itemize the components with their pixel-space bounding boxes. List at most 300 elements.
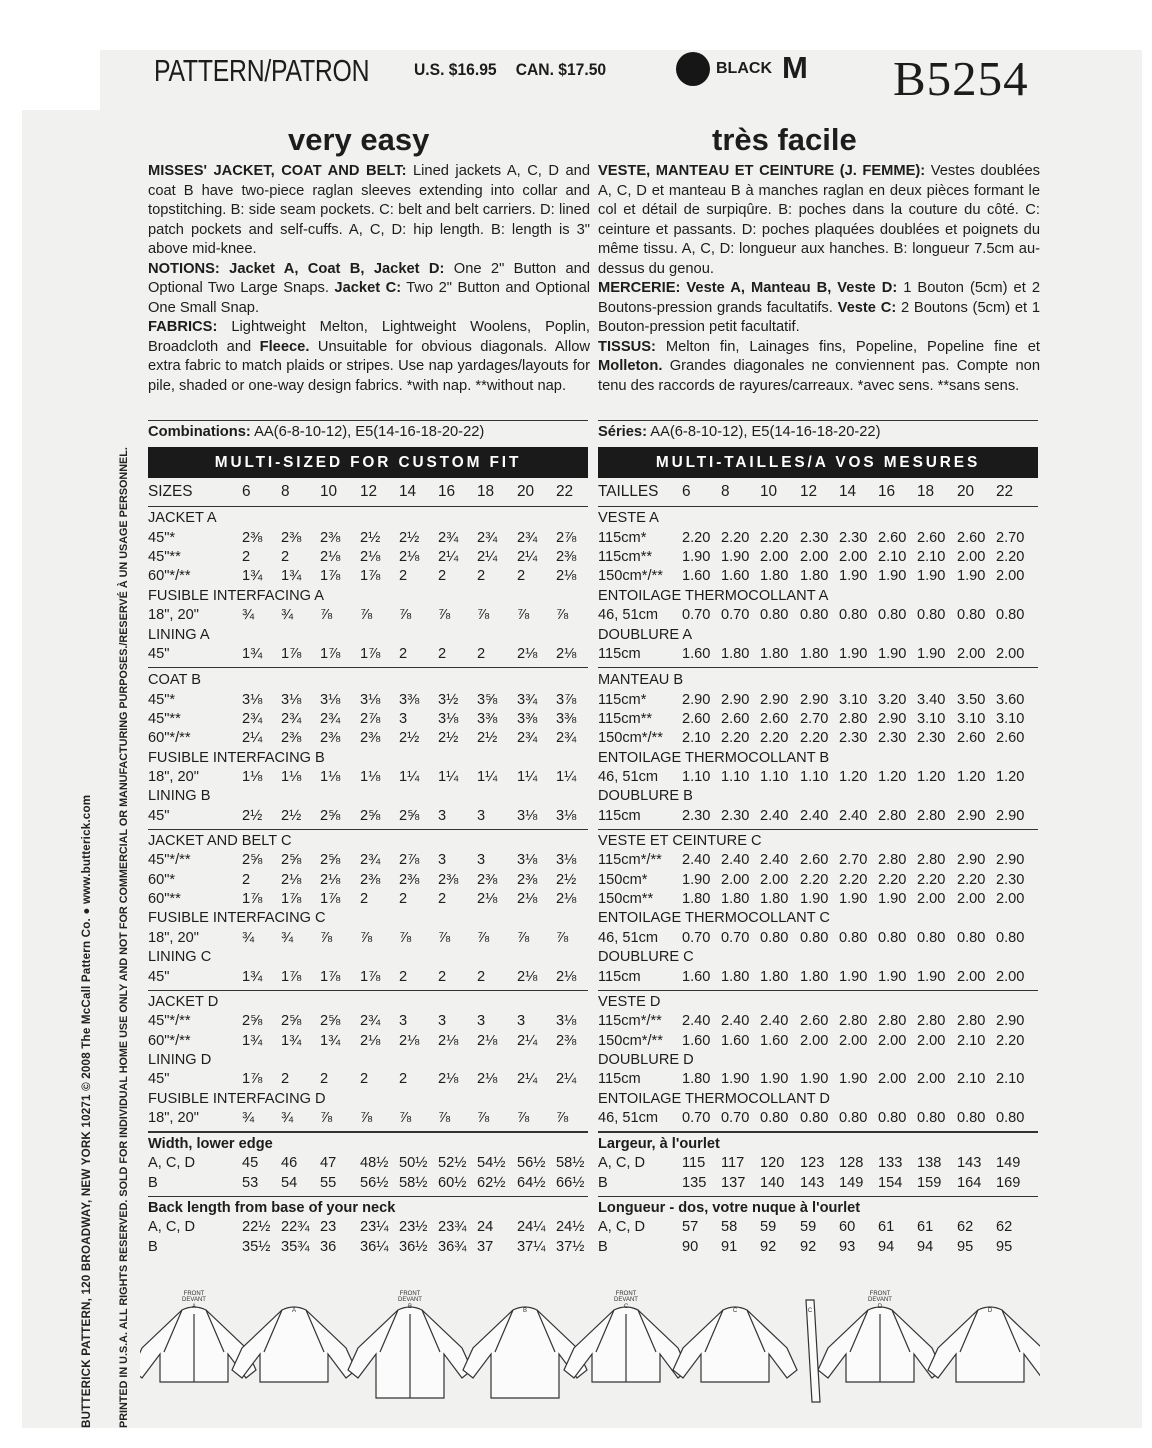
table-cell: 22½ xyxy=(242,1219,271,1235)
table-cell: 2.10 xyxy=(878,549,907,565)
table-cell: 1.90 xyxy=(957,568,986,584)
table-cell: 2⅛ xyxy=(517,969,538,985)
table-cell: 2.00 xyxy=(957,891,986,907)
table-cell: 3⅜ xyxy=(477,711,498,727)
table-cell: 56½ xyxy=(517,1155,546,1171)
table-cell: 2.00 xyxy=(996,891,1025,907)
view-label: B xyxy=(522,1308,528,1314)
table-section: FUSIBLE INTERFACING C xyxy=(148,910,326,926)
table-cell: 1.80 xyxy=(800,646,829,662)
table-cell: 3.50 xyxy=(957,692,986,708)
table-cell: 1.90 xyxy=(839,646,868,662)
series-value: AA(6-8-10-12), E5(14-16-18-20-22) xyxy=(647,424,881,440)
view-label: DEVANT xyxy=(182,1297,206,1303)
table-cell: 2 xyxy=(399,646,408,662)
table-cell: 0.70 xyxy=(721,607,750,623)
table-cell: 2.70 xyxy=(839,852,868,868)
table-cell: 1⅞ xyxy=(320,646,341,662)
table-section: COAT B xyxy=(148,672,201,688)
table-cell: 2.30 xyxy=(800,530,829,546)
table-cell: 46 xyxy=(281,1155,298,1171)
table-cell: 2.60 xyxy=(800,852,829,868)
price-can-label: CAN. xyxy=(515,60,554,79)
size-header: 10 xyxy=(760,483,778,500)
combinations-label: Combinations: xyxy=(148,424,251,440)
table-cell: 2.00 xyxy=(957,549,986,565)
table-cell: 1.90 xyxy=(760,1071,789,1087)
view-label: DEVANT xyxy=(868,1297,892,1303)
table-cell: 1.10 xyxy=(682,769,711,785)
table-cell: 2 xyxy=(438,891,447,907)
table-cell: 2 xyxy=(360,1071,369,1087)
table-cell: 2.30 xyxy=(839,530,868,546)
table-row-label: 45" xyxy=(148,1071,170,1087)
table-cell: 2.60 xyxy=(721,711,750,727)
bold-lead: VESTE, MANTEAU ET CEINTURE (J. FEMME): xyxy=(598,163,926,179)
table-cell: 2.00 xyxy=(800,549,829,565)
multi-size-band-en: MULTI-SIZED FOR CUSTOM FIT xyxy=(148,447,588,478)
table-cell: 2.40 xyxy=(839,808,868,824)
table-cell: 2¼ xyxy=(477,549,498,565)
table-cell: 2⅞ xyxy=(399,852,420,868)
table-cell: 2 xyxy=(477,568,486,584)
table-row-label: 115cm xyxy=(598,1071,641,1087)
table-cell: 137 xyxy=(721,1175,746,1191)
table-cell: 2.80 xyxy=(878,808,907,824)
table-section: DOUBLURE B xyxy=(598,788,693,804)
table-cell: 22¾ xyxy=(281,1219,310,1235)
table-cell: 58½ xyxy=(399,1175,428,1191)
garment-outline xyxy=(673,1307,797,1382)
table-row-label: 45"* xyxy=(148,692,176,708)
table-cell: 94 xyxy=(917,1239,934,1255)
divider xyxy=(148,420,588,421)
table-cell: 92 xyxy=(800,1239,817,1255)
table-row-label: B xyxy=(148,1175,158,1191)
table-cell: 61 xyxy=(917,1219,934,1235)
table-cell: 1.80 xyxy=(721,646,750,662)
table-cell: 24¼ xyxy=(517,1219,546,1235)
table-cell: 2.30 xyxy=(996,872,1025,888)
table-cell: 2⅛ xyxy=(438,1033,459,1049)
table-section: JACKET AND BELT C xyxy=(148,833,292,849)
table-cell: 2.80 xyxy=(878,852,907,868)
table-cell: 1¼ xyxy=(399,769,420,785)
table-cell: 3.10 xyxy=(957,711,986,727)
table-cell: 2¼ xyxy=(517,549,538,565)
table-cell: 2⅛ xyxy=(556,969,577,985)
table-cell: 58½ xyxy=(556,1155,585,1171)
bold-lead: Molleton. xyxy=(598,358,663,374)
table-cell: 2.10 xyxy=(957,1033,986,1049)
table-row-label: A, C, D xyxy=(598,1219,646,1235)
table-cell: 1¾ xyxy=(281,1033,302,1049)
size-header: 10 xyxy=(320,483,338,500)
view-label: A xyxy=(291,1308,297,1314)
table-cell: 1.20 xyxy=(839,769,868,785)
table-cell: 2⅜ xyxy=(556,549,577,565)
table-cell: 120 xyxy=(760,1155,785,1171)
table-cell: 3⅛ xyxy=(517,808,538,824)
table-cell: 1.90 xyxy=(800,891,829,907)
table-cell: ¾ xyxy=(281,930,294,946)
bold-lead: FABRICS: xyxy=(148,319,218,335)
table-cell: 2.80 xyxy=(878,1013,907,1029)
table-row-label: A, C, D xyxy=(148,1219,196,1235)
table-cell: 2⅛ xyxy=(556,891,577,907)
table-cell: 2¾ xyxy=(360,852,381,868)
garment-outline xyxy=(928,1307,1040,1382)
table-cell: 1.60 xyxy=(682,969,711,985)
price-can: $17.50 xyxy=(558,60,607,79)
table-cell: 2 xyxy=(438,646,447,662)
table-cell: 2.00 xyxy=(760,549,789,565)
table-cell: 117 xyxy=(721,1155,745,1171)
table-row-label: 45"*/** xyxy=(148,852,191,868)
table-cell: 36¾ xyxy=(438,1239,467,1255)
table-cell: 0.80 xyxy=(957,1110,986,1126)
table-section: LINING B xyxy=(148,788,211,804)
table-cell: 3.40 xyxy=(917,692,946,708)
combinations-value: AA(6-8-10-12), E5(14-16-18-20-22) xyxy=(250,424,485,440)
combinations-en xyxy=(148,424,484,440)
table-cell: 123 xyxy=(800,1155,825,1171)
table-cell: 3 xyxy=(477,1013,486,1029)
table-cell: 1¾ xyxy=(281,568,302,584)
table-cell: 1⅞ xyxy=(242,891,263,907)
table-cell: 1⅞ xyxy=(360,568,381,584)
table-cell: 1.20 xyxy=(957,769,986,785)
table-row-label: 45" xyxy=(148,969,170,985)
table-cell: 2⅜ xyxy=(556,1033,577,1049)
table-cell: 2.60 xyxy=(682,711,711,727)
table-cell: 0.70 xyxy=(682,930,711,946)
table-cell: 2.00 xyxy=(957,646,986,662)
table-cell: ¾ xyxy=(281,607,294,623)
table-cell: 2.80 xyxy=(957,1013,986,1029)
table-cell: 2.60 xyxy=(957,530,986,546)
table-cell: 2 xyxy=(399,1071,408,1087)
table-cell: 2.20 xyxy=(996,1033,1025,1049)
table-cell: 58 xyxy=(721,1219,738,1235)
size-header: 16 xyxy=(438,483,456,500)
jacket-d-front-icon xyxy=(818,1307,942,1382)
table-cell: 2.60 xyxy=(996,730,1025,746)
table-cell: 2.20 xyxy=(800,872,829,888)
table-cell: 1¼ xyxy=(477,769,498,785)
table-cell: 2.10 xyxy=(957,1071,986,1087)
table-cell: 2½ xyxy=(477,730,498,746)
table-cell: 2¾ xyxy=(556,730,577,746)
table-cell: 1⅞ xyxy=(360,969,381,985)
table-cell: 2.90 xyxy=(996,852,1025,868)
table-cell: 1.60 xyxy=(682,1033,711,1049)
table-subhead: Back length from base of your neck xyxy=(148,1200,396,1216)
table-cell: 1⅞ xyxy=(281,969,302,985)
belt-shape xyxy=(806,1300,820,1402)
table-cell: ⅞ xyxy=(438,930,451,946)
table-cell: 2⅛ xyxy=(320,549,341,565)
table-cell: 2 xyxy=(477,646,486,662)
table-cell: 35½ xyxy=(242,1239,271,1255)
table-cell: 1⅞ xyxy=(281,891,302,907)
size-letter: M xyxy=(782,50,808,85)
size-header: 8 xyxy=(721,483,730,500)
table-cell: 1⅞ xyxy=(320,568,341,584)
table-cell: 3⅜ xyxy=(517,711,538,727)
table-cell: 2.00 xyxy=(839,1033,868,1049)
view-label: DEVANT xyxy=(398,1297,422,1303)
table-row-label: 45" xyxy=(148,646,170,662)
table-cell: 128 xyxy=(839,1155,864,1171)
color-label: BLACK xyxy=(716,60,772,77)
table-cell: 1.10 xyxy=(800,769,829,785)
table-cell: 2 xyxy=(399,969,408,985)
table-cell: 2.60 xyxy=(878,530,907,546)
table-cell: ⅞ xyxy=(360,930,373,946)
table-cell: 2.60 xyxy=(800,1013,829,1029)
table-cell: 3⅛ xyxy=(517,852,538,868)
table-section: VESTE D xyxy=(598,994,661,1010)
table-cell: 3⅛ xyxy=(320,692,341,708)
table-cell: 0.80 xyxy=(800,930,829,946)
table-cell: 2⅛ xyxy=(477,1071,498,1087)
table-cell: 2¾ xyxy=(281,711,302,727)
table-cell: 115 xyxy=(682,1155,706,1171)
table-cell: 94 xyxy=(878,1239,895,1255)
table-cell: 2.90 xyxy=(957,808,986,824)
garment-illustrations xyxy=(140,1290,1040,1410)
rights-line: PRINTED IN U.S.A. ALL RIGHTS RESERVED. SOLD FOR INDIVIDUAL HOME USE ONLY AND NOT FOR COMMERCIAL OR MANUFACTURING PURPOSES./RESERVÉ À UN USAGE PERSONNEL. xyxy=(118,447,130,1428)
table-cell: 2.90 xyxy=(760,692,789,708)
table-cell: 64½ xyxy=(517,1175,546,1191)
table-cell: 50½ xyxy=(399,1155,428,1171)
table-cell: 133 xyxy=(878,1155,903,1171)
table-cell: 2¼ xyxy=(517,1033,538,1049)
description-paragraph xyxy=(148,318,590,396)
table-cell: 2⅞ xyxy=(556,530,577,546)
table-cell: ⅞ xyxy=(517,1110,530,1126)
table-cell: 159 xyxy=(917,1175,942,1191)
table-cell: 2⅜ xyxy=(320,730,341,746)
table-cell: 2⅜ xyxy=(360,872,381,888)
table-cell: 2⅛ xyxy=(399,549,420,565)
table-cell: 2⅝ xyxy=(281,852,302,868)
table-cell: 2.10 xyxy=(682,730,711,746)
table-cell: 36¼ xyxy=(360,1239,389,1255)
table-cell: 45 xyxy=(242,1155,259,1171)
jacket-c-back-icon xyxy=(673,1307,797,1382)
table-cell: 2⅛ xyxy=(438,1071,459,1087)
table-cell: 2 xyxy=(517,568,526,584)
table-cell: 2.80 xyxy=(917,808,946,824)
multi-size-band-fr: MULTI-TAILLES/A VOS MESURES xyxy=(598,447,1038,478)
table-cell: 2.40 xyxy=(682,1013,711,1029)
table-cell: 0.80 xyxy=(800,607,829,623)
table-cell: 2⅜ xyxy=(438,872,459,888)
table-cell: 2⅝ xyxy=(320,1013,341,1029)
table-cell: 2⅝ xyxy=(360,808,381,824)
table-cell: 2.00 xyxy=(996,969,1025,985)
size-header: 6 xyxy=(242,483,251,500)
size-header: 14 xyxy=(399,483,417,500)
table-cell: 2⅛ xyxy=(556,646,577,662)
size-header: 6 xyxy=(682,483,691,500)
table-cell: 2¾ xyxy=(517,530,538,546)
description-paragraph xyxy=(598,279,1040,338)
table-cell: 2⅝ xyxy=(320,852,341,868)
table-cell: 2¼ xyxy=(438,549,459,565)
table-cell: 2.60 xyxy=(957,730,986,746)
table-cell: 2¾ xyxy=(242,711,263,727)
table-cell: 2.20 xyxy=(957,872,986,888)
table-cell: 2.00 xyxy=(878,1033,907,1049)
table-row-label: B xyxy=(598,1175,608,1191)
table-cell: 52½ xyxy=(438,1155,467,1171)
table-cell: 35¾ xyxy=(281,1239,310,1255)
table-cell: 2⅛ xyxy=(477,891,498,907)
table-cell: 2⅛ xyxy=(360,1033,381,1049)
table-row-label: 46, 51cm xyxy=(598,769,659,785)
table-cell: 2 xyxy=(281,1071,290,1087)
table-row-label: 115cm* xyxy=(598,692,647,708)
table-cell: 3⅜ xyxy=(556,711,577,727)
table-cell: 1.60 xyxy=(721,568,750,584)
table-cell: ¾ xyxy=(242,930,255,946)
table-cell: 2.90 xyxy=(721,692,750,708)
price-us-label: U.S. xyxy=(414,60,445,79)
table-cell: 3.60 xyxy=(996,692,1025,708)
table-cell: ⅞ xyxy=(360,1110,373,1126)
table-cell: 2.70 xyxy=(800,711,829,727)
table-cell: 3.10 xyxy=(917,711,946,727)
table-cell: 3.20 xyxy=(878,692,907,708)
table-cell: 92 xyxy=(760,1239,777,1255)
table-cell: 2⅝ xyxy=(399,808,420,824)
table-cell: 2.40 xyxy=(800,808,829,824)
table-cell: 2 xyxy=(399,891,408,907)
table-cell: 1.90 xyxy=(839,1071,868,1087)
table-row-label: 60"*/** xyxy=(148,730,191,746)
table-cell: 2¾ xyxy=(360,1013,381,1029)
table-cell: 23¼ xyxy=(360,1219,389,1235)
table-cell: 2⅜ xyxy=(242,530,263,546)
table-cell: ⅞ xyxy=(477,607,490,623)
jacket-d-back-icon xyxy=(928,1307,1040,1382)
table-cell: ⅞ xyxy=(477,1110,490,1126)
divider xyxy=(598,420,1038,421)
table-cell: 24½ xyxy=(556,1219,585,1235)
table-cell: 1.80 xyxy=(682,1071,711,1087)
table-cell: 2⅝ xyxy=(320,808,341,824)
table-cell: 1.10 xyxy=(721,769,750,785)
table-cell: 0.80 xyxy=(996,1110,1025,1126)
table-cell: 2⅝ xyxy=(242,852,263,868)
size-header: 20 xyxy=(957,483,975,500)
table-cell: 2 xyxy=(438,969,447,985)
table-cell: 0.70 xyxy=(721,1110,750,1126)
table-row-label: 45"* xyxy=(148,530,176,546)
table-cell: 1⅞ xyxy=(281,646,302,662)
table-cell: 3 xyxy=(438,852,447,868)
table-cell: ⅞ xyxy=(399,1110,412,1126)
table-cell: 2⅛ xyxy=(281,872,302,888)
table-row-label: 18", 20" xyxy=(148,769,199,785)
bold-lead: NOTIONS: Jacket A, Coat B, Jacket D: xyxy=(148,260,445,277)
table-cell: 2.90 xyxy=(996,1013,1025,1029)
table-section: ENTOILAGE THERMOCOLLANT B xyxy=(598,750,830,766)
table-cell: 2.20 xyxy=(839,872,868,888)
table-cell: 1⅞ xyxy=(320,891,341,907)
size-header: 22 xyxy=(556,483,574,500)
bold-lead: TISSUS: xyxy=(598,338,656,355)
table-cell: 53 xyxy=(242,1175,259,1191)
size-header: 18 xyxy=(477,483,495,500)
table-cell: 143 xyxy=(957,1155,982,1171)
table-cell: 2¾ xyxy=(477,530,498,546)
table-row-label: A, C, D xyxy=(598,1155,646,1171)
table-section: LINING C xyxy=(148,949,212,965)
publisher-line: BUTTERICK PATTERN, 120 BROADWAY, NEW YORK 10271 © 2008 The McCall Pattern Co. ● www.butterick.com xyxy=(80,794,93,1428)
table-cell: 0.80 xyxy=(996,930,1025,946)
view-label: FRONT xyxy=(399,1291,421,1297)
table-cell: 1.80 xyxy=(721,891,750,907)
table-cell: 143 xyxy=(800,1175,825,1191)
table-cell: 2.00 xyxy=(760,872,789,888)
table-cell: 1¼ xyxy=(438,769,459,785)
table-cell: 2⅛ xyxy=(320,872,341,888)
bold-lead: Jacket C: xyxy=(334,280,402,296)
table-cell: 2 xyxy=(360,891,369,907)
body-text: Two 2" Button and Optional One Small Snap. xyxy=(148,280,590,316)
table-cell: 23 xyxy=(320,1219,337,1235)
description-paragraph xyxy=(148,260,590,319)
table-row-label: B xyxy=(598,1239,608,1255)
difficulty-title-fr: très facile xyxy=(712,122,857,157)
table-cell: 2.00 xyxy=(917,1071,946,1087)
table-cell: 37¼ xyxy=(517,1239,546,1255)
table-cell: 2½ xyxy=(399,730,420,746)
table-cell: 2 xyxy=(242,549,251,565)
table-cell: 23¾ xyxy=(438,1219,467,1235)
table-cell: 1⅞ xyxy=(242,1071,263,1087)
brand-label: PATTERN/PATRON xyxy=(154,53,370,88)
table-cell: 62½ xyxy=(477,1175,506,1191)
table-cell: 2¼ xyxy=(517,1071,538,1087)
table-row-label: 45" xyxy=(148,808,170,824)
table-subhead: Largeur, à l'ourlet xyxy=(598,1136,720,1152)
table-cell: ⅞ xyxy=(556,1110,569,1126)
table-cell: 1¼ xyxy=(517,769,538,785)
table-section: JACKET D xyxy=(148,994,219,1010)
body-text: Unsuitable for obvious diagonals. Allow extra fabric to match plaids or stripes. Use nap yardages/layouts for pile, shaded or one-way design fabrics. *with nap. **without nap. xyxy=(148,338,590,394)
series-label: Séries: xyxy=(598,424,647,440)
table-row-label: B xyxy=(148,1239,158,1255)
table-cell: 2.20 xyxy=(760,530,789,546)
publisher-sidebar xyxy=(80,188,93,1428)
combinations-fr xyxy=(598,424,881,440)
table-cell: 1.90 xyxy=(878,568,907,584)
body-text: One 2" Button and Optional Two Large Snaps. xyxy=(148,260,590,296)
table-cell: 2.40 xyxy=(721,1013,750,1029)
table-cell: 0.80 xyxy=(839,607,868,623)
table-cell: ⅞ xyxy=(477,930,490,946)
table-cell: 3⅛ xyxy=(556,852,577,868)
table-cell: 3⅛ xyxy=(242,692,263,708)
table-row-label: 150cm*/** xyxy=(598,730,663,746)
table-cell: 0.80 xyxy=(917,1110,946,1126)
table-section: ENTOILAGE THERMOCOLLANT D xyxy=(598,1091,830,1107)
